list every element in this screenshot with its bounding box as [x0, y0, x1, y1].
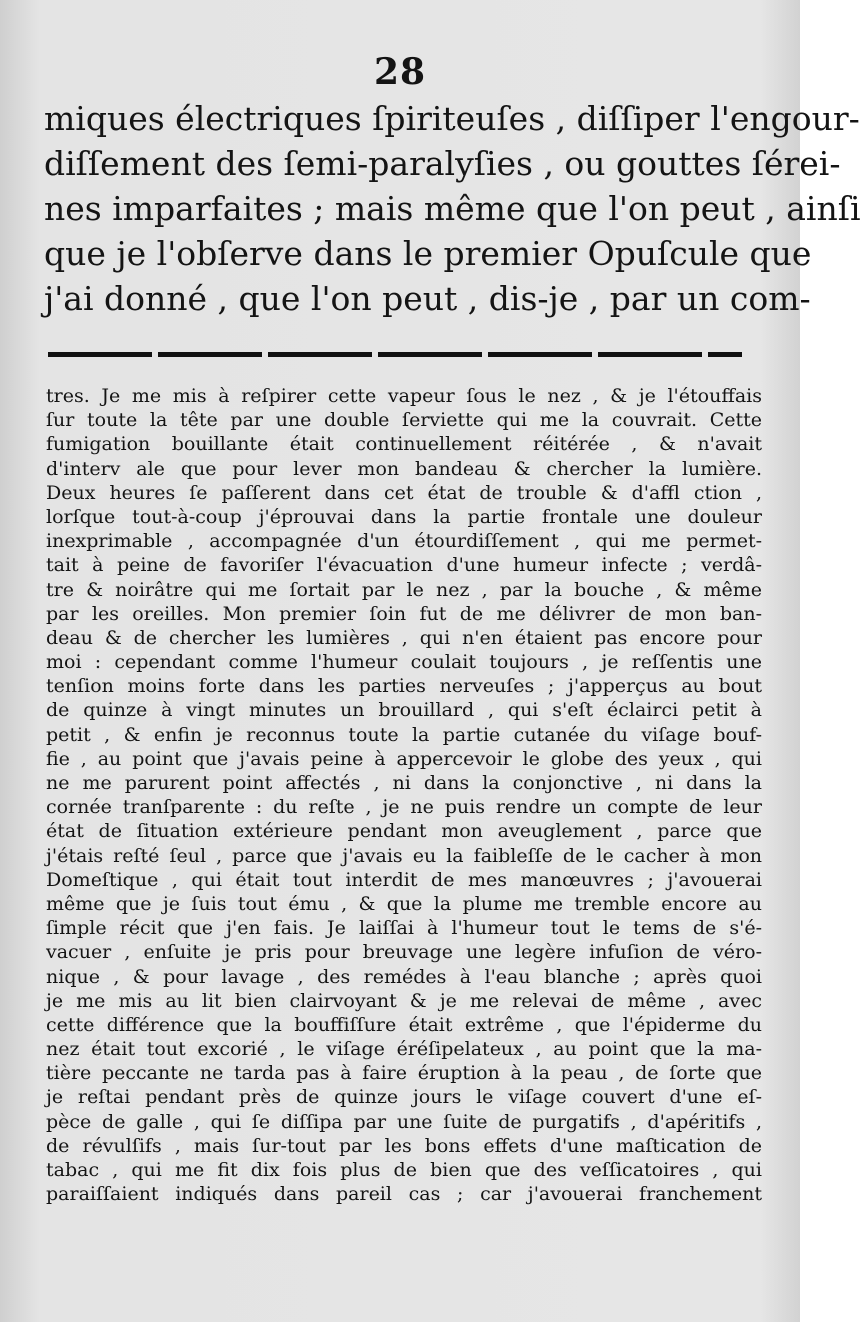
- footnote-text-line: fumigation bouillante était continuellement réitérée , & n'avait: [46, 433, 762, 456]
- footnote-text-line: même que je ſuis tout ému , & que la plume me tremble encore au: [46, 892, 762, 915]
- footnote-text-line: je reſtai pendant près de quinze jours le viſage couvert d'une eſ-: [46, 1086, 762, 1109]
- footnote-text-line: inexprimable , accompagnée d'un étourdiſſement , qui me permet-: [46, 530, 762, 553]
- footnote-text-line: ſur toute la tête par une double ſerviette qui me la couvrait. Cette: [46, 409, 762, 432]
- footnote-text-line: nez était tout excorié , le viſage éréſipelateux , au point que la ma-: [46, 1038, 762, 1061]
- footnote-text-line: tenſion moins forte dans les parties nerveuſes ; j'apperçus au bout: [46, 675, 762, 698]
- footnote-text-line: nique , & pour lavage , des remédes à l'eau blanche ; après quoi: [46, 965, 762, 988]
- footnote-text-line: ſimple récit que j'en fais. Je laiſſai à l'humeur tout le tems de s'é-: [46, 917, 762, 940]
- footnote-text-line: par les oreilles. Mon premier ſoin fut de me délivrer de mon ban-: [46, 602, 762, 625]
- footnote-text-line: tre & noirâtre qui me ſortait par le nez , par la bouche , & même: [46, 578, 762, 601]
- footnote-text-line: fie , au point que j'avais peine à appercevoir le globe des yeux , qui: [46, 747, 762, 770]
- footnote-text-line: paraiſſaient indiqués dans pareil cas ; car j'avouerai franchement: [46, 1183, 762, 1206]
- page-number: 28: [373, 51, 427, 93]
- footnote-text-line: de révulſifs , mais ſur-tout par les bons effets d'une maſtication de: [46, 1134, 762, 1157]
- footnote-text-line: petit , & enfin je reconnus toute la partie cutanée du viſage bouf-: [46, 723, 762, 746]
- footnote-separator-rule: [48, 352, 742, 357]
- footnote-text-line: Domeſtique , qui était tout interdit de mes manœuvres ; j'avouerai: [46, 868, 762, 891]
- footnote-text-line: tait à peine de favoriſer l'évacuation d'une humeur infecte ; verdâ-: [46, 554, 762, 577]
- body-text-line: j'ai donné , que l'on peut , dis-je , par un com-: [44, 279, 811, 318]
- footnote-text-line: Deux heures ſe paſſerent dans cet état de trouble & d'affl ction ,: [46, 481, 762, 504]
- footnote-text-line: cette différence que la bouffiſſure était extrême , que l'épiderme du: [46, 1013, 762, 1036]
- footnote-text-line: j'étais reſté ſeul , parce que j'avais eu la faibleſſe de le cacher à mon: [46, 844, 762, 867]
- footnote-text-line: tière peccante ne tarda pas à faire éruption à la peau , de ſorte que: [46, 1062, 762, 1085]
- footnote-text-line: de quinze à vingt minutes un brouillard , qui s'eſt éclairci petit à: [46, 699, 762, 722]
- footnote-text-block: [46, 384, 762, 1206]
- footnote-text-line: lorſque tout-à-coup j'éprouvai dans la partie frontale une douleur: [46, 505, 762, 528]
- footnote-text-line: deau & de chercher les lumières , qui n'en étaient pas encore pour: [46, 626, 762, 649]
- footnote-text-line: cornée tranſparente : du reſte , je ne puis rendre un compte de leur: [46, 796, 762, 819]
- footnote-text-line: état de ſituation extérieure pendant mon aveuglement , parce que: [46, 820, 762, 843]
- main-text-block: [44, 96, 861, 321]
- footnote-text-line: pèce de galle , qui ſe diſſipa par une ſuite de purgatifs , d'apéritifs ,: [46, 1110, 762, 1133]
- body-text-line: diſſement des ſemi-paralyſies , ou gouttes ſérei-: [44, 144, 841, 183]
- footnote-text-line: moi : cependant comme l'humeur coulait toujours , je reſſentis une: [46, 651, 762, 674]
- footnote-text-line: ne me parurent point affectés , ni dans la conjonctive , ni dans la: [46, 772, 762, 794]
- footnote-text-line: je me mis au lit bien clairvoyant & je me relevai de même , avec: [46, 989, 762, 1012]
- footnote-text-line: tabac , qui me fit dix fois plus de bien que des veſſicatoires , qui: [46, 1159, 762, 1181]
- footnote-text-line: tres. Je me mis à reſpirer cette vapeur ſous le nez , & je l'étouffais: [46, 385, 762, 407]
- footnote-text-line: d'interv ale que pour lever mon bandeau & chercher la lumière.: [46, 457, 762, 480]
- body-text-line: miques électriques ſpiriteuſes , diſſiper l'engour-: [44, 99, 860, 138]
- body-text-line: nes imparfaites ; mais même que l'on peut , ainſi: [44, 189, 861, 228]
- body-text-line: que je l'obſerve dans le premier Opuſcule que: [44, 234, 812, 273]
- footnote-text-line: vacuer , enſuite je pris pour breuvage une legère infuſion de véro-: [46, 941, 762, 964]
